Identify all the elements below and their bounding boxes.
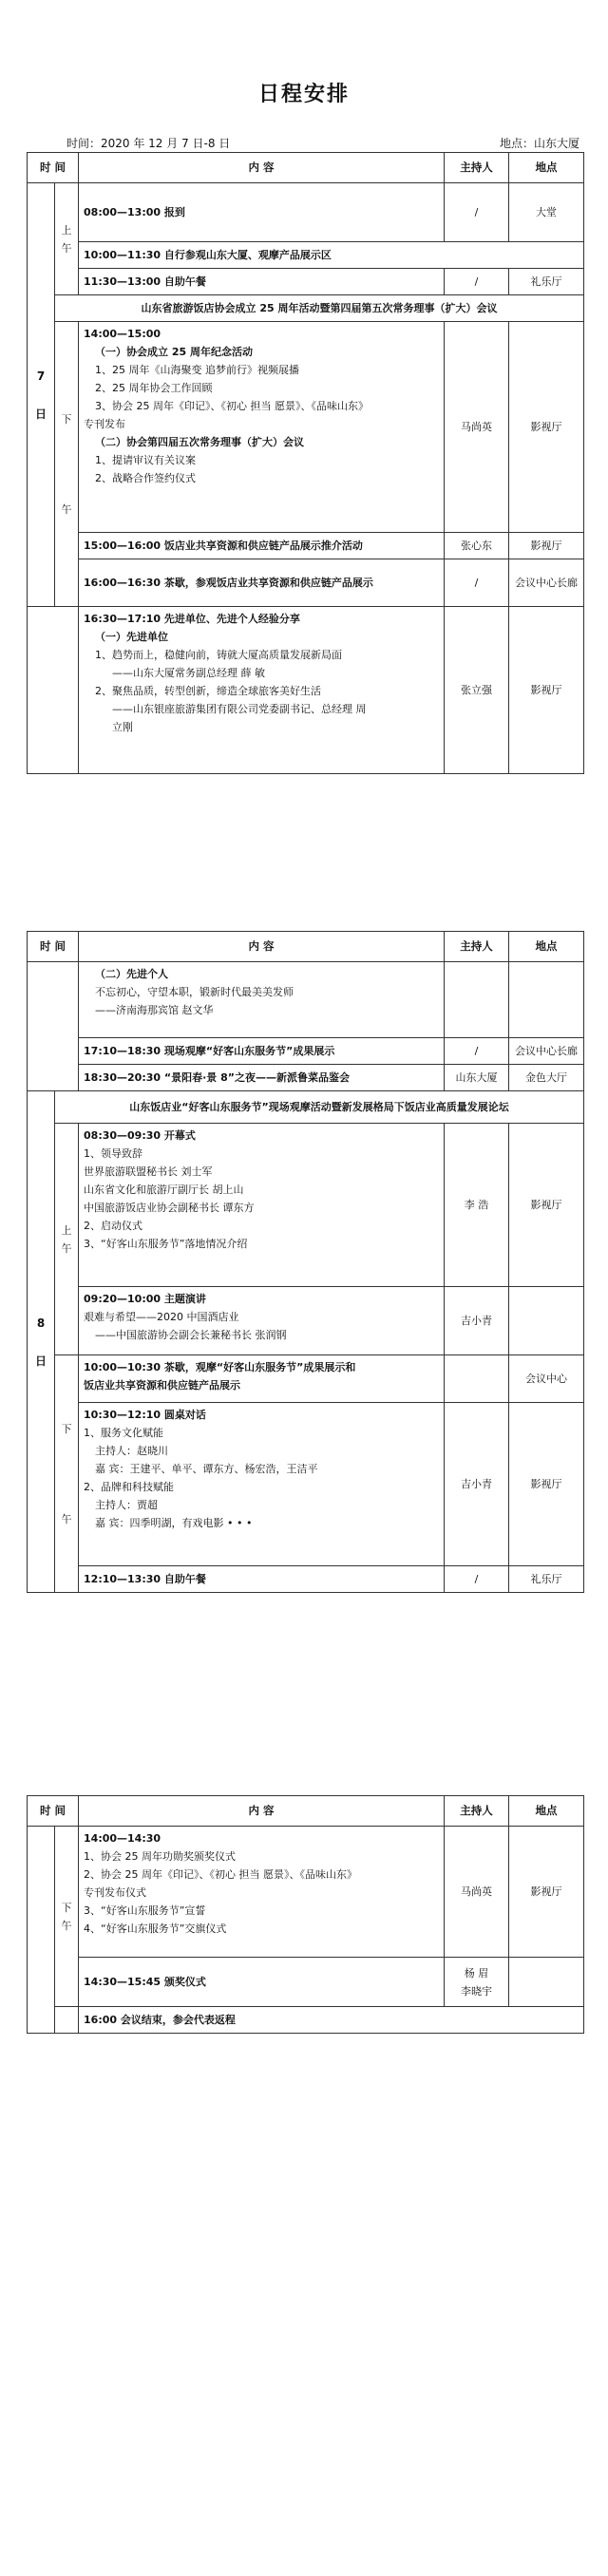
time-label: 时间：2020 年 12 月 7 日-8 日: [66, 137, 231, 150]
host-cell: 山东大厦: [445, 1065, 509, 1091]
table-row: [28, 1403, 584, 1566]
host-cell: /: [445, 1566, 509, 1593]
schedule-content: 15:00—16:00 饭店业共享资源和供应链产品展示推介活动: [79, 533, 445, 559]
table-row: [28, 1065, 584, 1091]
table-row: [28, 1355, 584, 1403]
period-cell-continued: [28, 607, 79, 774]
period-cell-empty: [55, 2007, 79, 2034]
content-line: 中国旅游饭店业协会副秘书长 谭东方: [84, 1202, 255, 1214]
date-cell: 7 日: [28, 183, 55, 607]
schedule-content: [79, 322, 445, 533]
host-cell: 张心东: [445, 533, 509, 559]
header-host: 主持人: [445, 153, 509, 183]
table-row: [28, 1958, 584, 2007]
schedule-content: 12:10—13:30 自助午餐: [79, 1566, 445, 1593]
host-cell: 张立强: [445, 607, 509, 774]
content-line: 立刚: [112, 721, 134, 733]
content-line: 艰难与希望——2020 中国酒店业: [84, 1311, 239, 1323]
table-row: [28, 607, 584, 774]
header-venue: 地点: [509, 1796, 584, 1827]
content-line: 10:30—12:10 圆桌对话: [84, 1409, 206, 1421]
venue-cell: [509, 1958, 584, 2007]
date-cell-empty: [28, 1827, 55, 2034]
content-line: （二）协会第四届五次常务理事（扩大）会议: [95, 436, 305, 448]
venue-cell: 影视厅: [509, 1827, 584, 1958]
schedule-table-day8: [27, 931, 584, 1593]
host-cell: /: [445, 559, 509, 607]
content-line: 山东省文化和旅游厅副厅长 胡上山: [84, 1184, 244, 1196]
host-cell: [445, 962, 509, 1038]
content-line: 1、趋势而上，稳健向前，铸就大厦高质量发展新局面: [95, 649, 343, 661]
table-row: [28, 1124, 584, 1287]
content-line: 2、启动仪式: [84, 1220, 143, 1232]
period-cell: 上 午: [55, 1124, 79, 1355]
header-host: 主持人: [445, 932, 509, 962]
content-line: （一）先进单位: [95, 631, 169, 643]
schedule-table-day7: [27, 152, 584, 774]
host-cell: /: [445, 1038, 509, 1065]
host-cell: 吉小青: [445, 1403, 509, 1566]
content-line: 2、战略合作签约仪式: [95, 472, 197, 484]
host-cell: 吉小青: [445, 1287, 509, 1355]
period-cell: 上 午: [55, 183, 79, 295]
header-content: 内 容: [79, 1796, 445, 1827]
venue-cell: 礼乐厅: [509, 1566, 584, 1593]
host-cell: /: [445, 183, 509, 242]
content-line: 1、提请审议有关议案: [95, 454, 197, 466]
schedule-content: [79, 1827, 445, 1958]
meeting-title-row: [28, 295, 584, 322]
host-cell: 马尚英: [445, 1827, 509, 1958]
table-row: [28, 1827, 584, 1958]
venue-cell: 影视厅: [509, 1403, 584, 1566]
content-line: 16:30—17:10 先进单位、先进个人经验分享: [84, 613, 300, 625]
host-cell: 杨 眉 李晓宇: [445, 1958, 509, 2007]
venue-cell: 大堂: [509, 183, 584, 242]
period-cell: 下 午: [55, 1827, 79, 2007]
host-cell: 马尚英: [445, 322, 509, 533]
content-line: ——中国旅游协会副会长兼秘书长 张润钢: [95, 1329, 287, 1341]
schedule-content: 10:00—11:30 自行参观山东大厦、观摩产品展示区: [79, 242, 584, 269]
content-line: 08:30—09:30 开幕式: [84, 1129, 196, 1142]
table-row: [28, 322, 584, 533]
period-cell: 下 午: [55, 322, 79, 607]
venue-cell: 会议中心长廊: [509, 559, 584, 607]
venue-cell: 影视厅: [509, 533, 584, 559]
content-line: 主持人：赵晓川: [95, 1445, 169, 1457]
schedule-content: [79, 1403, 445, 1566]
host-cell: /: [445, 269, 509, 295]
table-row: [28, 183, 584, 242]
schedule-content: 16:00 会议结束，参会代表返程: [79, 2007, 584, 2034]
time-cell-empty: [28, 962, 79, 1091]
content-line: 专刊发布仪式: [84, 1886, 147, 1899]
table-row: [28, 1566, 584, 1593]
period-cell: 下 午: [55, 1355, 79, 1593]
schedule-content: 14:30—15:45 颁奖仪式: [79, 1958, 445, 2007]
table-header-row: [28, 153, 584, 183]
table-header-row: [28, 932, 584, 962]
schedule-info: [66, 135, 580, 151]
schedule-content: 18:30—20:30 “景阳春·景 8”之夜——新派鲁菜品鉴会: [79, 1065, 445, 1091]
header-venue: 地点: [509, 153, 584, 183]
content-line: 1、领导致辞: [84, 1147, 143, 1160]
content-line: 3、“好客山东服务节”落地情况介绍: [84, 1238, 248, 1250]
table-row: [28, 1038, 584, 1065]
host-cell: 李 浩: [445, 1124, 509, 1287]
content-line: ——山东大厦常务副总经理 薛 敏: [112, 667, 266, 679]
table-row: [28, 1287, 584, 1355]
table-row: [28, 2007, 584, 2034]
header-content: 内 容: [79, 932, 445, 962]
content-line: （二）先进个人: [95, 968, 169, 980]
content-line: 不忘初心，守望本职，锻新时代最美美发师: [95, 986, 294, 998]
content-line: 嘉 宾：王建平、单平、谭东方、杨宏浩，王洁平: [95, 1463, 318, 1475]
content-line: 专刊发布: [84, 418, 126, 430]
venue-cell: 礼乐厅: [509, 269, 584, 295]
schedule-content: 17:10—18:30 现场观摩“好客山东服务节”成果展示: [79, 1038, 445, 1065]
content-line: 2、协会 25 周年《印记》、《初心 担当 愿景》、《品味山东》: [84, 1868, 357, 1881]
header-time: 时 间: [28, 932, 79, 962]
content-line: 4、“好客山东服务节”交旗仪式: [84, 1923, 227, 1935]
venue-cell: 会议中心: [509, 1355, 584, 1403]
content-line: 1、服务文化赋能: [84, 1427, 164, 1439]
schedule-content: [79, 1287, 445, 1355]
schedule-content: [79, 1355, 445, 1403]
table-row: [28, 533, 584, 559]
table-row: [28, 242, 584, 269]
schedule-content: [79, 962, 445, 1038]
meeting-title: 山东饭店业“好客山东服务节”现场观摩活动暨新发展格局下饭店业高质量发展论坛: [55, 1091, 584, 1124]
content-line: 主持人：贾超: [95, 1499, 159, 1511]
venue-cell: 会议中心长廊: [509, 1038, 584, 1065]
content-line: 09:20—10:00 主题演讲: [84, 1293, 206, 1305]
content-line: 2、25 周年协会工作回顾: [95, 382, 213, 394]
schedule-content: [79, 607, 445, 774]
header-host: 主持人: [445, 1796, 509, 1827]
table-header-row: [28, 1796, 584, 1827]
venue-cell: [509, 962, 584, 1038]
header-content: 内 容: [79, 153, 445, 183]
schedule-content: [79, 1124, 445, 1287]
host-cell: [445, 1355, 509, 1403]
content-line: 1、协会 25 周年功勋奖颁奖仪式: [84, 1850, 237, 1863]
page-title: 日程安排: [257, 83, 350, 106]
content-line: 饭店业共享资源和供应链产品展示: [84, 1379, 241, 1392]
table-row: [28, 559, 584, 607]
schedule-content: 11:30—13:00 自助午餐: [79, 269, 445, 295]
content-line: 3、协会 25 周年《印记》、《初心 担当 愿景》、《品味山东》: [95, 400, 369, 412]
table-row: [28, 962, 584, 1038]
content-line: 世界旅游联盟秘书长 刘士军: [84, 1165, 213, 1178]
header-time: 时 间: [28, 1796, 79, 1827]
content-line: ——济南海那宾馆 赵文华: [95, 1004, 214, 1016]
date-cell: 8 日: [28, 1091, 55, 1593]
venue-cell: 金色大厅: [509, 1065, 584, 1091]
content-line: 14:00—15:00: [84, 328, 162, 340]
header-venue: 地点: [509, 932, 584, 962]
venue-cell: 影视厅: [509, 1124, 584, 1287]
content-line: 3、“好客山东服务节”宣誓: [84, 1904, 206, 1917]
content-line: 1、25 周年《山海聚变 追梦前行》视频展播: [95, 364, 300, 376]
schedule-content: 16:00—16:30 茶歇，参观饭店业共享资源和供应链产品展示: [79, 559, 445, 607]
venue-cell: 影视厅: [509, 607, 584, 774]
content-line: 2、聚焦品质，转型创新，缔造全球旅客美好生活: [95, 685, 322, 697]
header-time: 时 间: [28, 153, 79, 183]
content-line: 14:00—14:30: [84, 1832, 162, 1845]
content-line: 10:00—10:30 茶歇，观摩“好客山东服务节”成果展示和: [84, 1361, 356, 1373]
schedule-table-day8-afternoon: [27, 1795, 584, 2034]
content-line: 嘉 宾：四季明湖，有戏电影 • • •: [95, 1517, 253, 1529]
meeting-title-row: [28, 1091, 584, 1124]
schedule-content: 08:00—13:00 报到: [79, 183, 445, 242]
content-line: （一）协会成立 25 周年纪念活动: [95, 346, 253, 358]
table-row: [28, 269, 584, 295]
content-line: ——山东银座旅游集团有限公司党委副书记、总经理 周: [112, 703, 367, 715]
venue-cell: 影视厅: [509, 322, 584, 533]
location-label: 地点：山东大厦: [499, 137, 580, 150]
venue-cell: [509, 1287, 584, 1355]
meeting-title: 山东省旅游饭店协会成立 25 周年活动暨第四届第五次常务理事（扩大）会议: [55, 295, 584, 322]
content-line: 2、品牌和科技赋能: [84, 1481, 175, 1493]
